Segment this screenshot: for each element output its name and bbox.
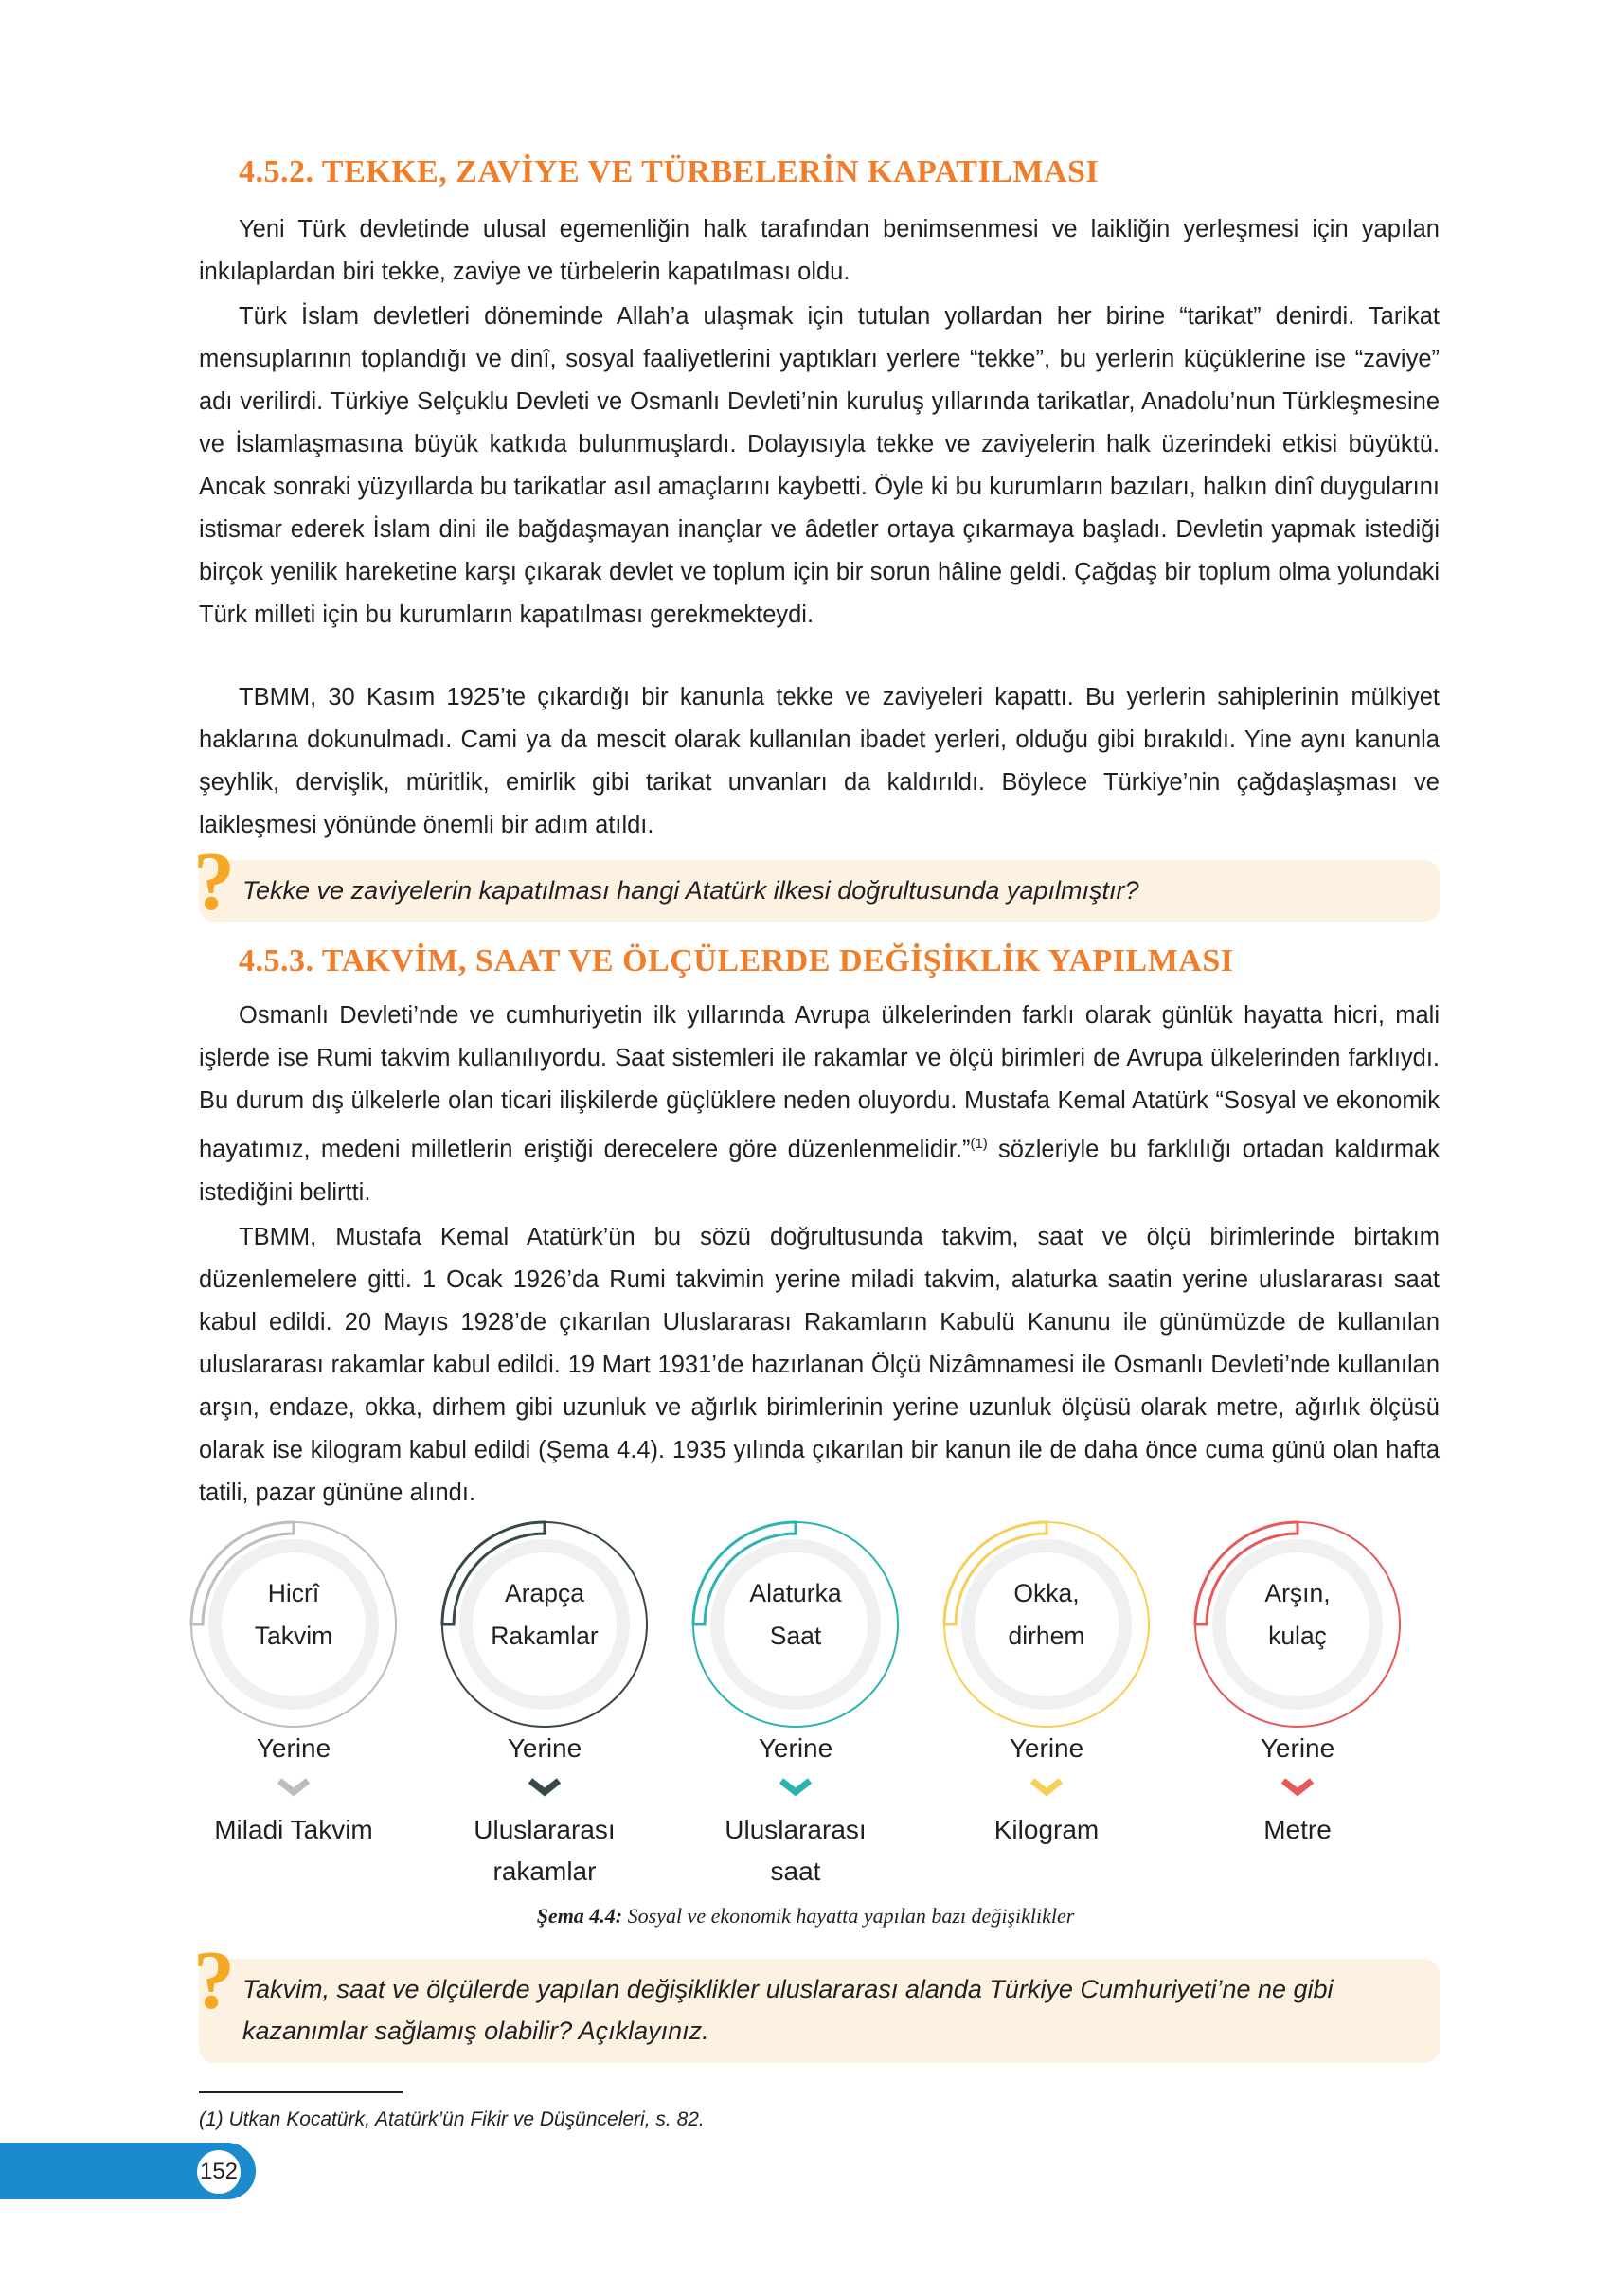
old-item-label (715, 1572, 876, 1658)
new-item-line1: Uluslararası (725, 1815, 867, 1844)
diagram-item-clock (672, 1516, 919, 1923)
question-text: Tekke ve zaviyelerin kapatılması hangi Atatürk ilkesi doğrultusunda yapılmıştır? (242, 876, 1139, 905)
question-text: Takvim, saat ve ölçülerde yapılan değişiklikler uluslararası alanda Türkiye Cumhuriyeti’ne ne gibi kazanımlar sağlamış olabilir? Açıklayınız. (242, 1975, 1334, 2045)
new-item-line2: saat (770, 1857, 821, 1886)
footnote: (1) Utkan Kocatürk, Atatürk’ün Fikir ve Düşünceleri, s. 82. (199, 2108, 705, 2130)
new-item-line1: Kilogram (993, 1815, 1100, 1844)
new-item-label (923, 1809, 1170, 1851)
old-item-label (1217, 1572, 1378, 1658)
diagram-item-weight (923, 1516, 1170, 1923)
diagram-item-length (1174, 1516, 1421, 1923)
old-item-line1: Arapça (505, 1579, 584, 1607)
question-box (193, 1935, 1440, 2063)
old-item-label (464, 1572, 625, 1658)
section-heading-takvim: 4.5.3. TAKVİM, SAAT VE ÖLÇÜLERDE DEĞİŞİKLİK YAPILMASI (239, 943, 1234, 978)
chevron-down-icon (779, 1777, 813, 1798)
question-box (193, 836, 1440, 928)
footnote-ref: (1) (970, 1136, 988, 1152)
old-item-line2: kulaç (1268, 1622, 1327, 1650)
old-item-line1: Okka, (1013, 1579, 1080, 1607)
yerine-label: Yerine (507, 1733, 582, 1763)
yerine-label: Yerine (256, 1733, 331, 1763)
section-heading-tekke: 4.5.2. TEKKE, ZAVİYE VE TÜRBELERİN KAPATILMASI (239, 154, 1100, 189)
question-mark-icon: ? (193, 836, 235, 928)
new-item-label (1174, 1809, 1421, 1851)
footnote-divider (199, 2091, 403, 2093)
page-number: 152 (197, 2150, 241, 2194)
caption-text: Sosyal ve ekonomik hayatta yapılan bazı değişiklikler (622, 1904, 1075, 1928)
paragraph: Türk İslam devletleri döneminde Allah’a ulaşmak için tutulan yollardan her birine “tarikat” denirdi. Tarikat mensuplarının toplandığı ve dinî, sosyal faaliyetlerini yaptıkları yerlere “tekke”, bu yerlerin küçüklerine ise “zaviye” adı verilirdi. Türkiye Selçuklu Devleti ve Osmanlı Devleti’nin kuruluş yıllarında tarikatlar, Anadolu’nun Türkleşmesine ve İslamlaşmasına büyük katkıda bulunmuşlardı. Dolayısıyla tekke ve zaviyelerin halk üzerindeki etkisi büyüktü. Ancak sonraki yüzyıllarda bu tarikatlar asıl amaçlarını kaybetti. Öyle ki bu kurumların bazıları, halkın dinî duygularını istismar ederek İslam dini ile bağdaşmayan inançlar ve âdetler ortaya çıkarmaya başladı. Devletin yapmak istediği birçok yenilik hareketine karşı çıkarak devlet ve toplum için bir sorun hâline geldi. Çağdaş bir toplum olma yolundaki Türk milleti için bu kurumların kapatılması gerekmekteydi. (199, 303, 1440, 628)
yerine-label: Yerine (1260, 1733, 1335, 1763)
paragraph: TBMM, 30 Kasım 1925’te çıkardığı bir kanunla tekke ve zaviyeleri kapattı. Bu yerlerin sahiplerinin mülkiyet haklarına dokunulmadı. Cami ya da mescit olarak kullanılan ibadet yerleri, olduğu gibi bırakıldı. Yine aynı kanunla şeyhlik, dervişlik, müritlik, emirlik gibi tarikat unvanları da kaldırıldı. Böylece Türkiye’nin çağdaşlaşması ve laikleşmesi yönünde önemli bir adım atıldı. (199, 684, 1440, 838)
new-item-line1: Uluslararası (474, 1815, 616, 1844)
new-item-label (672, 1809, 919, 1892)
new-item-line1: Metre (1263, 1815, 1332, 1844)
question-mark-icon: ? (193, 1935, 235, 2027)
old-item-line2: Rakamlar (491, 1622, 599, 1650)
chevron-down-icon (1280, 1777, 1315, 1798)
yerine-label: Yerine (758, 1733, 833, 1763)
new-item-label (421, 1809, 668, 1892)
old-item-line1: Alaturka (749, 1579, 842, 1607)
paragraph: Yeni Türk devletinde ulusal egemenliğin halk tarafından benimsenmesi ve laikliğin yerleşmesi için yapılan inkılaplardan biri tekke, zaviye ve türbelerin kapatılması oldu. (199, 216, 1440, 285)
paragraph (199, 995, 1440, 1214)
old-item-line2: dirhem (1008, 1622, 1085, 1650)
chevron-down-icon (277, 1777, 311, 1798)
paragraph-text: Osmanlı Devleti’nde ve cumhuriyetin ilk yıllarında Avrupa ülkelerinden farklı olarak günlük hayatta hicri, mali işlerde ise Rumi takvim kullanılıyordu. Saat sistemleri ile rakamlar ve ölçü birimleri de Avrupa ülkelerinden farklıydı. Bu durum dış ülkelerle olan ticari ilişkilerde güçlüklere neden oluyordu. Mustafa Kemal Atatürk “Sosyal ve ekonomik hayatımız, medeni milletlerin eriştiği derecelere göre düzenlenmelidir.” (199, 1002, 1440, 1163)
new-item-label (170, 1809, 417, 1851)
old-item-label (966, 1572, 1127, 1658)
old-item-line1: Arşın, (1264, 1579, 1331, 1607)
yerine-label: Yerine (1009, 1733, 1084, 1763)
paragraph: TBMM, Mustafa Kemal Atatürk’ün bu sözü doğrultusunda takvim, saat ve ölçü birimlerinde birtakım düzenlemelere gitti. 1 Ocak 1926’da Rumi takvimin yerine miladi takvim, alaturka saatin yerine uluslararası saat kabul edildi. 20 Mayıs 1928’de çıkarılan Uluslararası Rakamların Kabulü Kanunu ile günümüzde de kullanılan uluslararası rakamlar kabul edildi. 19 Mart 1931’de hazırlanan Ölçü Nizâmnamesi ile Osmanlı Devleti’nde kullanılan arşın, endaze, okka, dirhem gibi uzunluk ve ağırlık birimlerinin yerine uzunluk ölçüsü olarak metre, ağırlık ölçüsü olarak ise kilogram kabul edildi (Şema 4.4). 1935 yılında çıkarılan bir kanun ile de daha önce cuma günü olan hafta tatili, pazar gününe alındı. (199, 1224, 1440, 1506)
old-item-line2: Saat (769, 1622, 822, 1650)
old-item-line2: Takvim (254, 1622, 333, 1650)
old-item-line1: Hicrî (267, 1579, 320, 1607)
new-item-line2: rakamlar (492, 1857, 597, 1886)
chevron-down-icon (528, 1777, 562, 1798)
diagram-item-calendar (170, 1516, 417, 1923)
caption-label: Şema 4.4: (536, 1904, 623, 1928)
schema-diagram (170, 1516, 1459, 1923)
figure-caption (0, 1904, 1611, 1928)
diagram-item-numerals (421, 1516, 668, 1923)
new-item-line1: Miladi Takvim (214, 1815, 373, 1844)
old-item-label (213, 1572, 374, 1658)
chevron-down-icon (1029, 1777, 1064, 1798)
paragraph-text-end: sözleriyle bu farklılığı ortadan kaldırmak istediğini belirtti. (199, 1136, 1440, 1206)
